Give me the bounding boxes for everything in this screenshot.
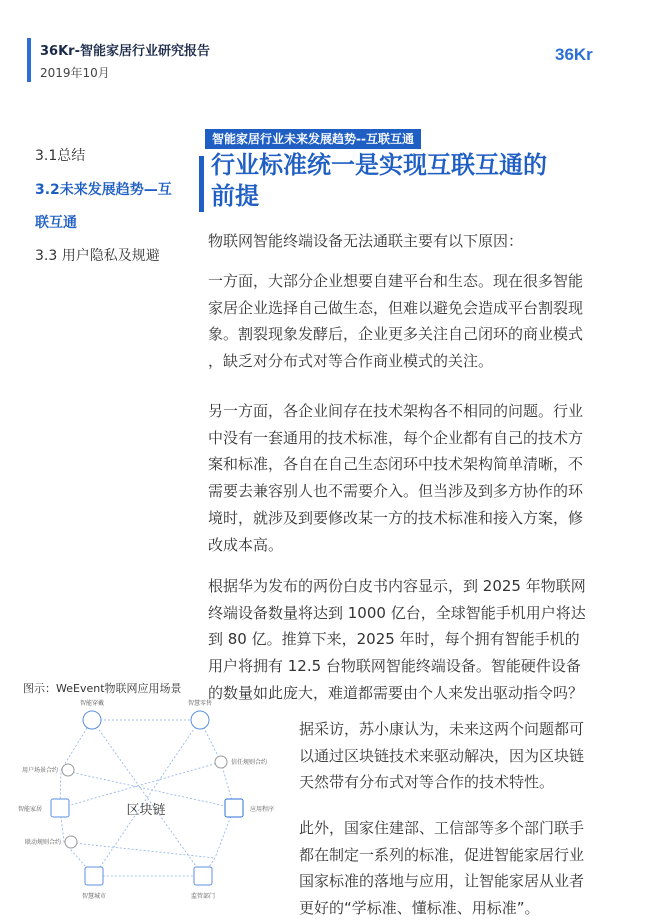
toc-item-3-3[interactable]: 3.3 用户隐私及规避 (35, 248, 160, 264)
paragraph-line: 据采访，苏小康认为，未来这两个问题都可 (299, 720, 585, 738)
paragraph-line: 另一方面，各企业间存在技术架构各不相同的问题。行业 (208, 402, 584, 420)
paragraph-line: 物联网智能终端设备无法通联主要有以下原因： (208, 232, 524, 250)
toc-item-3-2-cont[interactable]: 联互通 (35, 215, 77, 231)
36kr-logo (555, 36, 627, 76)
toc-item-3-1[interactable]: 3.1总结 (35, 148, 86, 164)
node-label: 用户场景合约 (21, 767, 58, 774)
paragraph-line: 的数量如此庞大，难道都需要由个人来发出驱动指令吗？ (208, 683, 584, 702)
node-label: 智慧零售 (187, 700, 213, 707)
paragraph-architecture (208, 398, 596, 558)
heading-accent-bar (199, 156, 204, 212)
center-label: 区块链 (126, 803, 166, 818)
paragraph-line: 改成本高。 (208, 535, 284, 554)
paragraph-line: 国家标准的落地与应用，让智能家居从业者 (299, 872, 585, 891)
paragraph-line: 更好的“学标准、懂标准、用标准”。 (299, 899, 540, 918)
paragraph-line: ，缺乏对分布式对等合作商业模式的关注。 (208, 352, 494, 371)
heading-line: 前提 (211, 182, 259, 210)
node-label: 智能家居 (17, 806, 42, 813)
report-title: 36Kr-智能家居行业研究报告 (40, 44, 210, 59)
node-label: 智能穿戴 (79, 700, 105, 707)
paragraph-line: 以通过区块链技术来驱动解决，因为区块链 (299, 746, 585, 765)
logo-text: 36Kr (555, 45, 593, 64)
diagram-edges (60, 720, 234, 876)
node-application (225, 799, 274, 817)
paragraph-line: 都在制定一系列的标准，促进智能家居行业 (299, 845, 585, 864)
paragraph-line: 中没有一套通用的技术标准，每个企业都有自己的技术方 (208, 428, 584, 447)
node-smart-wearable (80, 699, 104, 729)
node-trust-contract (215, 756, 267, 768)
paragraph-huawei-data (208, 573, 596, 707)
toc-item-3-2[interactable]: 3.2未来发展趋势—互 (35, 182, 172, 198)
paragraph-platform (208, 268, 596, 375)
paragraph-line: 象。割裂现象发酵后，企业更多关注自己闭环的商业模式 (208, 325, 584, 344)
paragraph-line: 用户将拥有 12.5 台物联网智能终端设备。智能硬件设备 (208, 657, 581, 676)
heading-line: 行业标准统一是实现互联互通的 (211, 151, 547, 179)
weevent-diagram (0, 698, 296, 919)
node-regulator (191, 867, 215, 900)
paragraph-line: 一方面，大部分企业想要自建平台和生态。现在很多智能 (208, 272, 584, 290)
node-smart-city (82, 867, 106, 900)
node-label: 应用程序 (250, 806, 275, 813)
paragraph-line: 案和标准，各自在自己生态闭环中技术架构简单清晰，不 (208, 455, 584, 474)
paragraph-line: 天然带有分布式对等合作的技术特性。 (299, 773, 555, 792)
paragraph-line: 根据华为发布的两份白皮书内容显示，到 2025 年物联网 (208, 577, 586, 595)
paragraph-line: 终端设备数量将达到 1000 亿台，全球智能手机用户将达 (208, 603, 586, 622)
node-user-scene-contract (22, 764, 74, 776)
node-smart-retail (188, 699, 212, 729)
page-heading (211, 150, 611, 212)
paragraph-intro (208, 228, 596, 255)
section-badge: 智能家居行业未来发展趋势--互联互通 (205, 129, 421, 149)
paragraph-standards (299, 815, 596, 922)
figure-caption: 图示：WeEvent物联网应用场景 (23, 682, 182, 695)
paragraph-line: 到 80 亿。推算下来，2025 年时，每个拥有智能手机的 (208, 630, 580, 649)
paragraph-blockchain (299, 716, 596, 796)
node-label: 智慧城市 (81, 893, 107, 900)
report-date: 2019年10月 (40, 66, 110, 80)
header-accent-bar (27, 38, 31, 82)
paragraph-line: 家居企业选择自己做生态，但难以避免会造成平台割裂现 (208, 298, 584, 317)
paragraph-line: 需要去兼容别人也不需要介入。但当涉及到多方协作的环 (208, 482, 584, 501)
paragraph-line: 境时，就涉及到要修改某一方的技术标准和接入方案，修 (208, 508, 584, 527)
node-label: 监管部门 (190, 893, 216, 900)
paragraph-line: 此外，国家住建部、工信部等多个部门联手 (299, 819, 585, 837)
node-label: 信任规则合约 (231, 759, 268, 766)
node-linkage-contract (25, 836, 77, 848)
node-label: 联动规则合约 (24, 839, 61, 846)
node-smart-home (18, 799, 69, 817)
